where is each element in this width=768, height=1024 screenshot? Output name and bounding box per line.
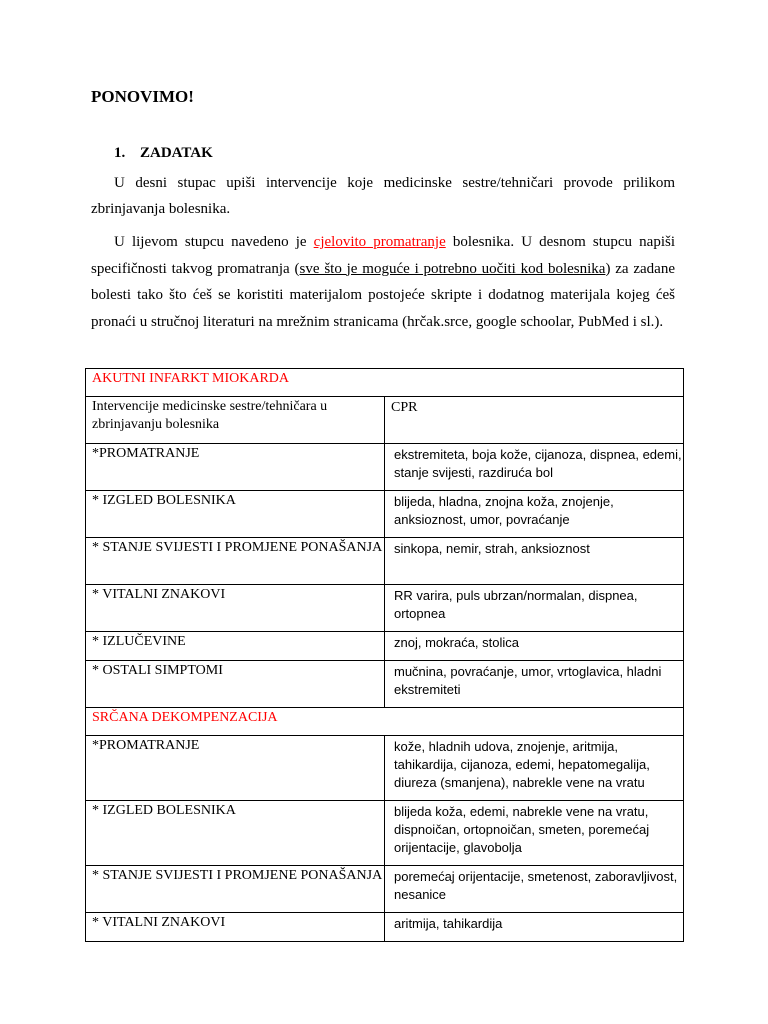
page-heading: PONOVIMO!: [91, 87, 194, 106]
table-row: [86, 801, 684, 866]
instruction-paragraph-1: U desni stupac upiši intervencije koje medicinske sestre/tehničari provode prilikom zbrinjavanja bolesnika.: [91, 175, 675, 217]
table-row: [86, 913, 684, 942]
row-value: kože, hladnih udova, znojenje, aritmija, tahikardija, cijanoza, edemi, hepatomegalija, diureza (smanjena), nabrekle vene na vratu: [385, 736, 684, 801]
section-title-heart-failure: SRČANA DEKOMPENZACIJA: [86, 708, 684, 736]
row-label: * IZLUČEVINE: [86, 632, 385, 661]
table-row: [86, 632, 684, 661]
table-row: [86, 866, 684, 913]
row-value: aritmija, tahikardija: [385, 913, 684, 942]
para2-part3: ) za zadane bolesti tako što ćeš se koristiti materijalom postojeće skripte i dodatnog materijala kojeg ćeš pronaći u stručnoj literaturi na mrežnim stranicama (hrčak.srce, google schoolar, PubMed i sl.).: [91, 260, 675, 330]
task-title-text: ZADATAK: [140, 145, 213, 161]
task-title: [114, 144, 213, 162]
observation-table: [85, 368, 684, 942]
row-label: * VITALNI ZNAKOVI: [86, 913, 385, 942]
para2-part1: U lijevom stupcu navedeno je: [114, 234, 314, 250]
row-value: mučnina, povraćanje, umor, vrtoglavica, hladni ekstremiteti: [385, 661, 684, 708]
section-row-ami: [86, 369, 684, 397]
row-value: CPR: [385, 397, 684, 444]
row-value: ekstremiteta, boja kože, cijanoza, dispnea, edemi, stanje svijesti, razdiruća bol: [385, 444, 684, 491]
table-row: [86, 585, 684, 632]
row-label: *PROMATRANJE: [86, 444, 385, 491]
row-value: znoj, mokraća, stolica: [385, 632, 684, 661]
row-label: * STANJE SVIJESTI I PROMJENE PONAŠANJA: [86, 538, 385, 585]
row-label: * STANJE SVIJESTI I PROMJENE PONAŠANJA: [86, 866, 385, 913]
row-label: * OSTALI SIMPTOMI: [86, 661, 385, 708]
row-value: blijeda koža, edemi, nabrekle vene na vratu, dispnoičan, ortopnoičan, smeten, poremećaj orijentacije, glavobolja: [385, 801, 684, 866]
row-value: sinkopa, nemir, strah, anksioznost: [385, 538, 684, 585]
para2-underlined: sve što je moguće i potrebno uočiti kod bolesnika: [299, 260, 606, 277]
row-value: blijeda, hladna, znojna koža, znojenje, anksioznost, umor, povraćanje: [385, 491, 684, 538]
row-label: * IZGLED BOLESNIKA: [86, 801, 385, 866]
table-row: [86, 444, 684, 491]
task-number: 1.: [114, 145, 126, 161]
table-row: [86, 661, 684, 708]
table-row: [86, 736, 684, 801]
row-label: * IZGLED BOLESNIKA: [86, 491, 385, 538]
row-value: poremećaj orijentacije, smetenost, zaboravljivost, nesanice: [385, 866, 684, 913]
table-row: [86, 491, 684, 538]
table-row: [86, 397, 684, 444]
row-label: * VITALNI ZNAKOVI: [86, 585, 385, 632]
table-row: [86, 538, 684, 585]
row-value: RR varira, puls ubrzan/normalan, dispnea, ortopnea: [385, 585, 684, 632]
row-label: Intervencije medicinske sestre/tehničara u zbrinjavanju bolesnika: [86, 397, 385, 444]
section-row-heart-failure: [86, 708, 684, 736]
section-title-ami: AKUTNI INFARKT MIOKARDA: [86, 369, 684, 397]
instruction-paragraph-2: [91, 229, 675, 335]
para2-part2: bolesnika. U desnom stupcu napiši specifičnosti takvog promatranja (: [91, 234, 675, 277]
para2-highlight: cjelovito promatranje: [313, 234, 446, 250]
row-label: *PROMATRANJE: [86, 736, 385, 801]
